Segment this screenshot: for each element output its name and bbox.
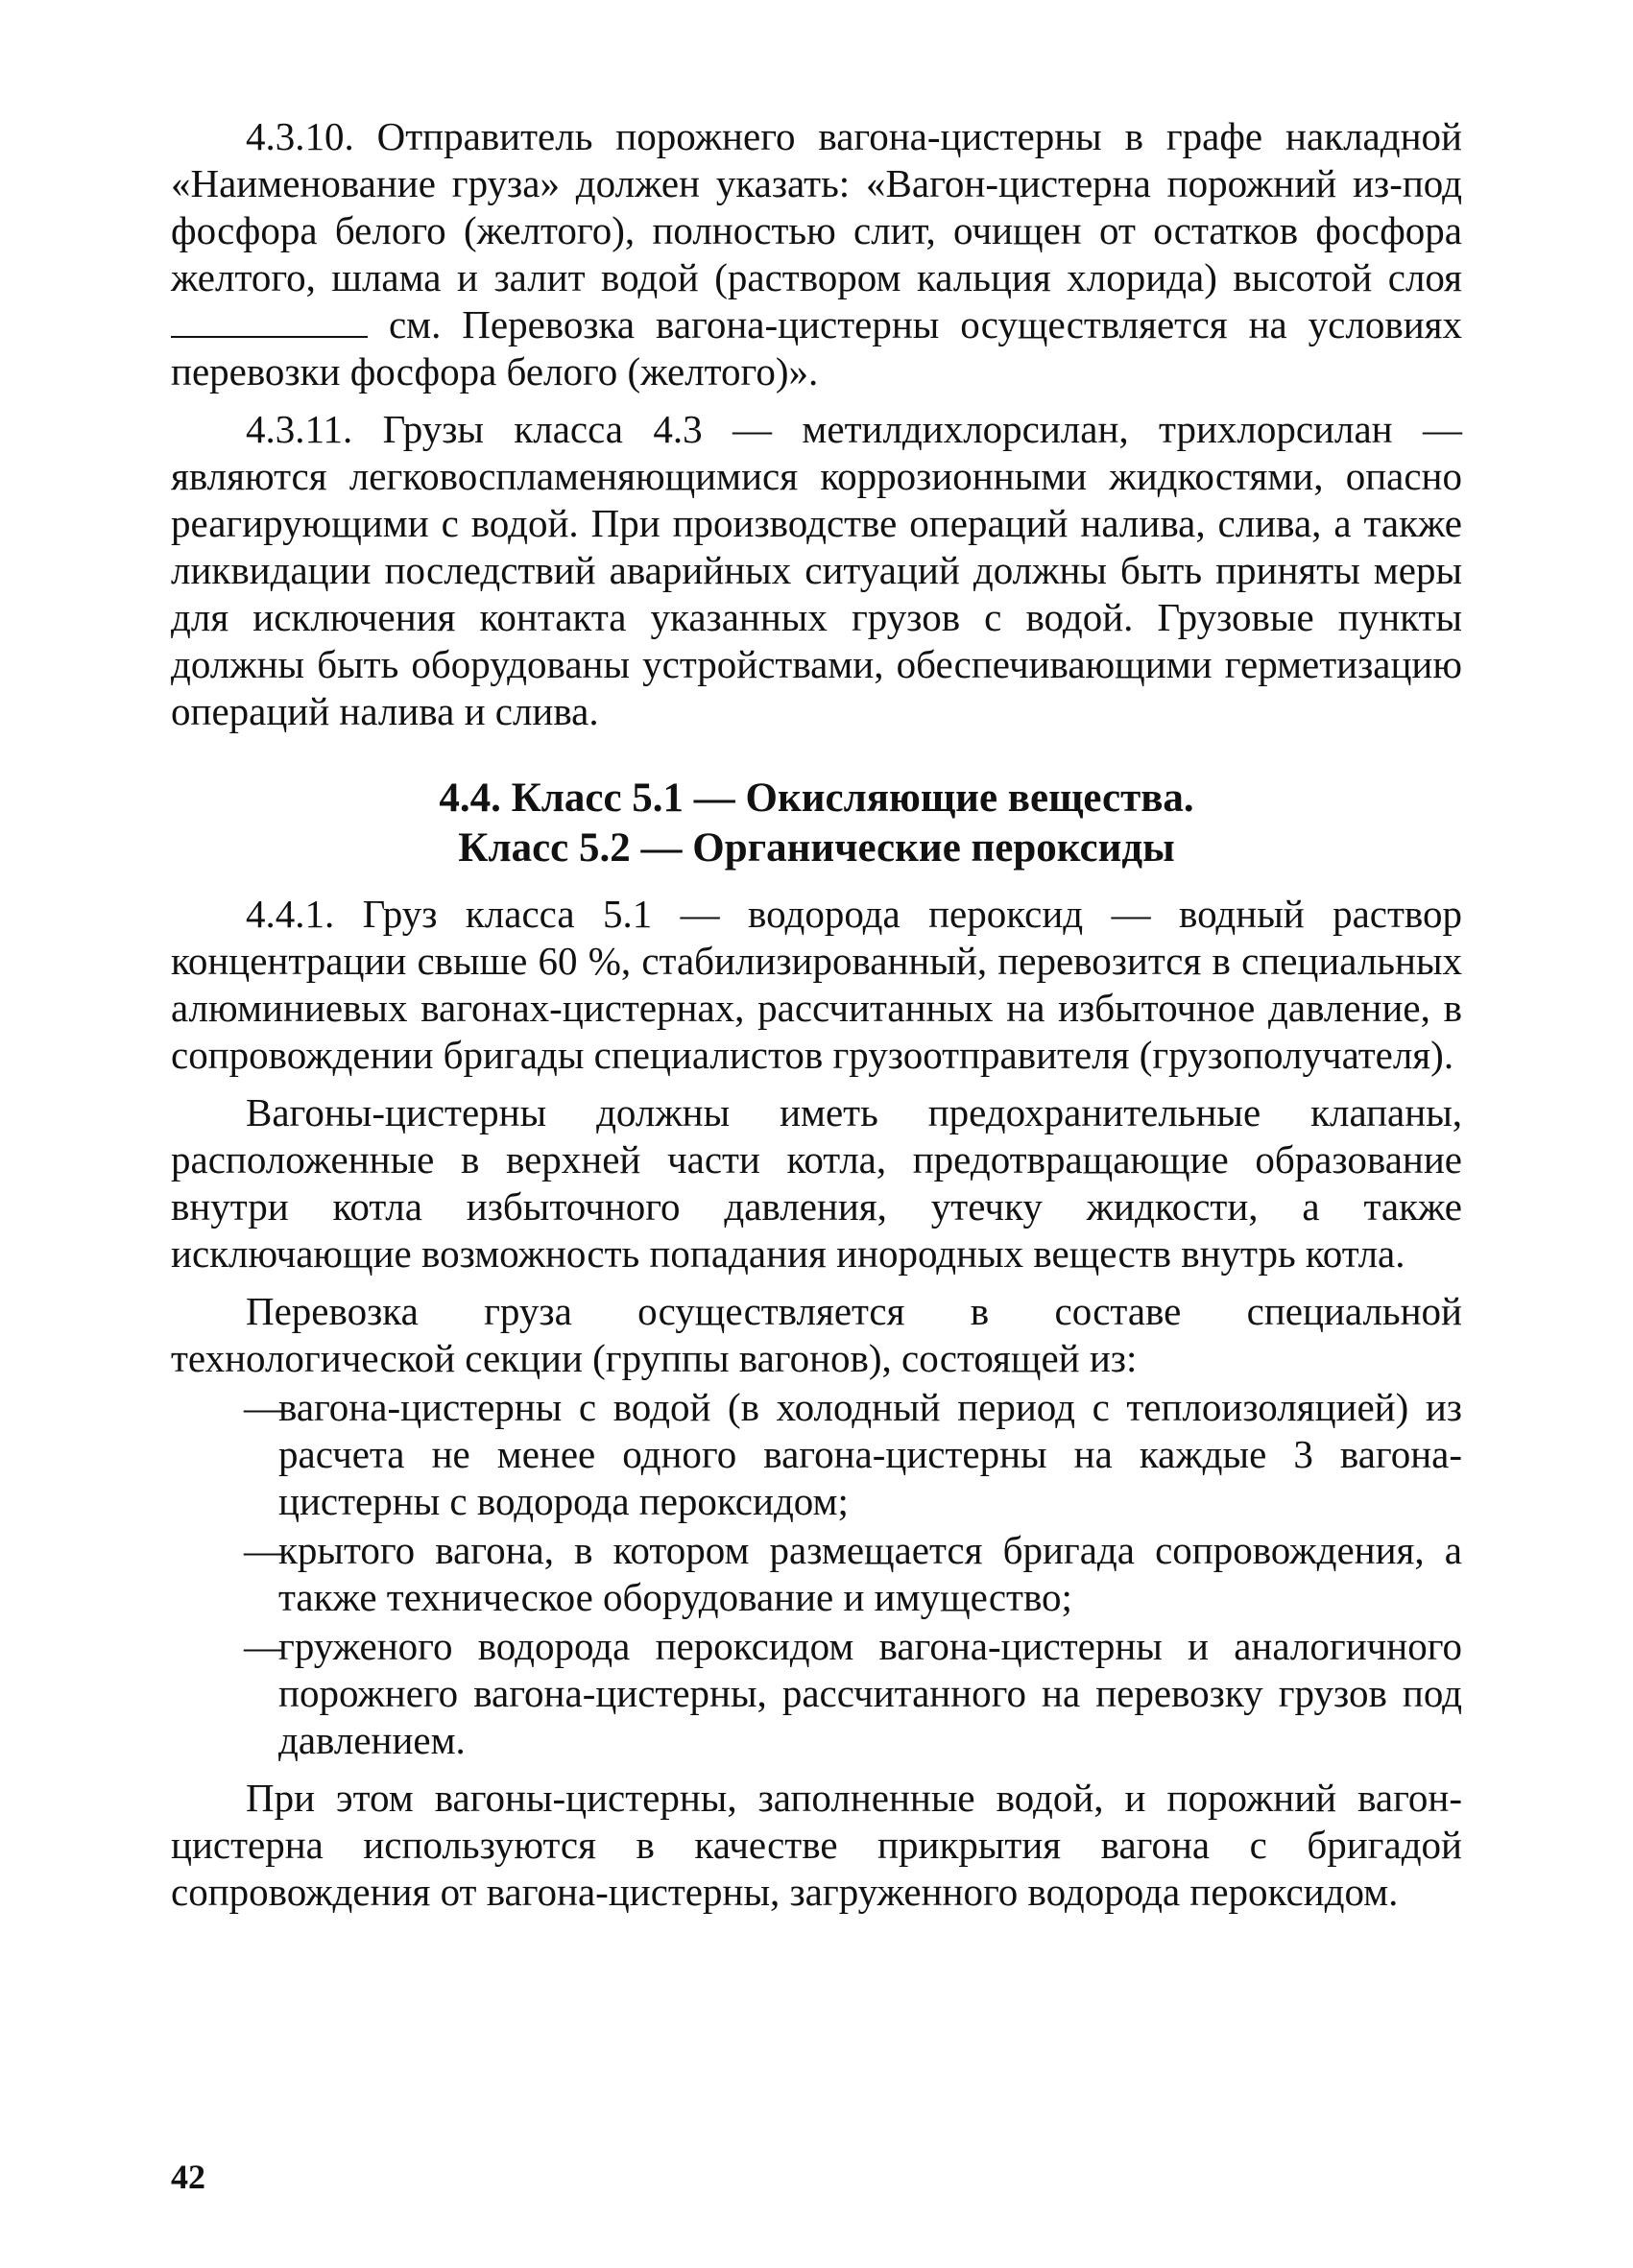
list-item-text: груженого водорода пероксидом вагона-цистерны и аналогичного порожнего вагона-цистерны, рассчитанного на перевозку грузов под давлением. <box>278 1624 1462 1762</box>
blank-fill-line <box>171 307 368 338</box>
list-item-text: вагона-цистерны с водой (в холодный период с теплоизоляцией) из расчета не менее одного вагона-цистерны на каждые 3 вагона-цистерны с водорода пероксидом; <box>278 1385 1462 1523</box>
paragraph-4-3-10-text: 4.3.10. Отправитель порожнего вагона-цистерны в графе накладной «Наименование груза» должен указать: «Вагон-цистерна порожний из-под фосфора белого (желтого), полностью слит, очищен от остатков фосфора желтого, шлама и залит водой (раствором кальция хлорида) высотой слоя <box>171 114 1462 299</box>
document-page <box>171 113 1462 1926</box>
list-item <box>171 1527 1462 1621</box>
list-dash: — <box>244 1385 283 1429</box>
list-dash: — <box>244 1624 283 1668</box>
section-heading <box>171 774 1462 873</box>
paragraph-4-3-10 <box>171 113 1462 395</box>
list-item-text: крытого вагона, в котором размещается бригада сопровождения, а также техническое оборудование и имущество; <box>278 1528 1462 1619</box>
wagon-list <box>171 1384 1462 1764</box>
paragraph-4-4-1: 4.4.1. Груз класса 5.1 — водорода пероксид — водный раствор концентрации свыше 60 %, стабилизированный, перевозится в специальных алюминиевых вагонах-цистернах, рассчитанных на избыточное давление, в сопровождении бригады специалистов грузоотправителя (грузополучателя). <box>171 892 1462 1077</box>
paragraph-cover-wagons: При этом вагоны-цистерны, заполненные водой, и порожний вагон-цистерна используются в качестве прикрытия вагона с бригадой сопровождения от вагона-цистерны, загруженного водорода пероксидом. <box>171 1776 1462 1914</box>
list-item <box>171 1384 1462 1525</box>
paragraph-safety-valves: Вагоны-цистерны должны иметь предохранительные клапаны, расположенные в верхней части котла, предотвращающие образование внутри котла избыточного давления, утечку жидкости, а также исключающие возможность попадания инородных веществ внутрь котла. <box>171 1090 1462 1276</box>
page-number: 42 <box>171 2158 205 2196</box>
paragraph-4-3-10-text-end: см. Перевозка вагона-цистерны осуществляется на условиях перевозки фосфора белого (желтого)». <box>171 302 1462 394</box>
list-dash: — <box>244 1528 283 1572</box>
paragraph-section-intro: Перевозка груза осуществляется в составе специальной технологической секции (группы вагонов), состоящей из: <box>171 1289 1462 1380</box>
section-heading-line-2: Класс 5.2 — Органические пероксиды <box>458 825 1175 871</box>
list-item <box>171 1623 1462 1764</box>
paragraph-4-3-11: 4.3.11. Грузы класса 4.3 — метилдихлорсилан, трихлорсилан — являются легковоспламеняющимися коррозионными жидкостями, опасно реагирующими с водой. При производстве операций налива, слива, а также ликвидации последствий аварийных ситуаций должны быть приняты меры для исключения контакта указанных грузов с водой. Грузовые пункты должны быть оборудованы устройствами, обеспечивающими герметизацию операций налива и слива. <box>171 407 1462 733</box>
section-heading-line-1: 4.4. Класс 5.1 — Окисляющие вещества. <box>439 776 1194 821</box>
